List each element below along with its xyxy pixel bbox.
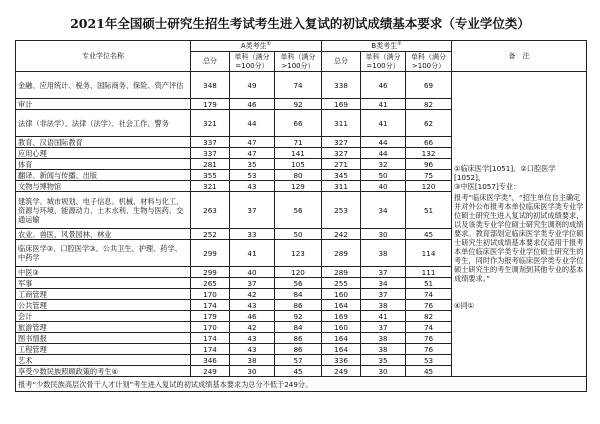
score-a-single-gt100-cell: 105 [275, 159, 322, 170]
major-name-cell: 翻译、新闻与传播、出版 [16, 170, 191, 181]
major-name-cell: 体育 [16, 159, 191, 170]
score-a-single-100-cell: 33 [230, 229, 275, 240]
header-major: 专业学位名称 [16, 41, 191, 72]
score-a-single-gt100-cell: 84 [275, 322, 322, 333]
score-a-single-100-cell: 38 [230, 355, 275, 366]
score-a-total-cell: 337 [191, 137, 230, 148]
score-a-single-100-cell: 47 [230, 148, 275, 159]
score-a-single-100-cell: 46 [230, 99, 275, 110]
score-a-single-100-cell: 41 [230, 240, 275, 267]
score-b-single-100-cell: 41 [361, 99, 406, 110]
score-a-single-gt100-cell: 129 [275, 181, 322, 192]
score-a-single-100-cell: 42 [230, 322, 275, 333]
major-name-cell: 建筑学、城市规划、电子信息、机械、材料与化工、资源与环境、能源动力、土木水利、生物与医药、交通运输 [16, 192, 191, 229]
score-b-single-gt100-cell: 45 [406, 366, 452, 377]
score-b-single-100-cell: 30 [361, 229, 406, 240]
score-b-single-gt100-cell: 76 [406, 300, 452, 311]
header-a-single-100: 单科（满分=100分） [230, 52, 275, 72]
score-b-single-gt100-cell: 132 [406, 148, 452, 159]
score-a-single-100-cell: 37 [230, 278, 275, 289]
major-name-cell: 艺术 [16, 355, 191, 366]
score-b-single-100-cell: 30 [361, 366, 406, 377]
major-name-cell: 旅游管理 [16, 322, 191, 333]
score-a-single-gt100-cell: 74 [275, 72, 322, 99]
page-title: 2021年全国硕士研究生招生考试考生进入复试的初试成绩基本要求（专业学位类） [70, 16, 530, 31]
score-b-single-100-cell: 46 [361, 72, 406, 99]
score-b-single-100-cell: 34 [361, 278, 406, 289]
score-b-total-cell: 311 [322, 110, 361, 137]
score-a-single-gt100-cell: 141 [275, 148, 322, 159]
score-a-single-gt100-cell: 92 [275, 99, 322, 110]
table-row [16, 72, 587, 99]
score-b-single-gt100-cell: 45 [406, 229, 452, 240]
score-a-total-cell: 179 [191, 311, 230, 322]
score-b-single-100-cell: 40 [361, 181, 406, 192]
score-b-single-gt100-cell: 51 [406, 278, 452, 289]
score-a-single-gt100-cell: 123 [275, 240, 322, 267]
score-b-total-cell: 164 [322, 333, 361, 344]
header-b-total: 总分 [322, 52, 361, 72]
major-name-cell: 教育、汉语国际教育 [16, 137, 191, 148]
major-name-cell: 工商管理 [16, 289, 191, 300]
score-a-total-cell: 263 [191, 192, 230, 229]
score-a-single-gt100-cell: 45 [275, 366, 322, 377]
score-a-total-cell: 321 [191, 181, 230, 192]
score-b-single-gt100-cell: 66 [406, 137, 452, 148]
score-b-single-100-cell: 38 [361, 300, 406, 311]
score-a-single-100-cell: 43 [230, 300, 275, 311]
score-a-total-cell: 252 [191, 229, 230, 240]
score-b-total-cell: 169 [322, 99, 361, 110]
note-4: ④同① [454, 301, 475, 310]
score-b-single-gt100-cell: 62 [406, 110, 452, 137]
header-notes: 备 注 [452, 41, 587, 72]
score-b-single-100-cell: 38 [361, 333, 406, 344]
score-b-total-cell: 327 [322, 148, 361, 159]
score-a-single-100-cell: 44 [230, 110, 275, 137]
score-b-total-cell: 160 [322, 289, 361, 300]
score-a-total-cell: 179 [191, 99, 230, 110]
score-a-single-gt100-cell: 86 [275, 344, 322, 355]
header-b-single-100: 单科（满分=100分） [361, 52, 406, 72]
footer-row [16, 377, 587, 392]
score-a-single-gt100-cell: 66 [275, 110, 322, 137]
major-name-cell: 农业、兽医、风景园林、林业 [16, 229, 191, 240]
score-b-single-100-cell: 38 [361, 240, 406, 267]
score-b-total-cell: 164 [322, 344, 361, 355]
score-b-total-cell: 311 [322, 181, 361, 192]
header-a-total: 总分 [191, 52, 230, 72]
score-a-single-gt100-cell: 86 [275, 333, 322, 344]
note-1: ①临床医学[1051]、②口腔医学[1052]、 [454, 164, 556, 182]
major-name-cell: 中医③ [16, 267, 191, 278]
notes-cell [452, 72, 587, 377]
major-name-cell: 图书情报 [16, 333, 191, 344]
score-a-single-gt100-cell: 86 [275, 300, 322, 311]
score-b-single-gt100-cell: 76 [406, 344, 452, 355]
score-a-total-cell: 299 [191, 240, 230, 267]
major-name-cell: 军事 [16, 278, 191, 289]
header-group-a: A类考生① [191, 41, 322, 52]
score-a-single-100-cell: 43 [230, 344, 275, 355]
major-name-cell: 会计 [16, 311, 191, 322]
score-a-total-cell: 337 [191, 148, 230, 159]
score-a-single-gt100-cell: 71 [275, 137, 322, 148]
major-name-cell: 金融、应用统计、税务、国际商务、保险、资产评估 [16, 72, 191, 99]
score-b-total-cell: 289 [322, 267, 361, 278]
score-a-single-100-cell: 42 [230, 289, 275, 300]
score-a-single-gt100-cell: 56 [275, 192, 322, 229]
score-b-total-cell: 253 [322, 192, 361, 229]
score-b-total-cell: 249 [322, 366, 361, 377]
score-a-total-cell: 321 [191, 110, 230, 137]
score-a-single-100-cell: 49 [230, 72, 275, 99]
score-a-total-cell: 174 [191, 344, 230, 355]
score-b-single-100-cell: 44 [361, 148, 406, 159]
score-b-total-cell: 164 [322, 300, 361, 311]
footer-note: 报考“少数民族高层次骨干人才计划”考生进入复试的初试成绩基本要求为总分不低于249分。 [16, 377, 587, 392]
score-b-single-gt100-cell: 69 [406, 72, 452, 99]
score-a-single-gt100-cell: 50 [275, 229, 322, 240]
score-a-single-100-cell: 46 [230, 311, 275, 322]
score-b-single-100-cell: 37 [361, 289, 406, 300]
score-a-total-cell: 170 [191, 322, 230, 333]
score-a-single-100-cell: 35 [230, 159, 275, 170]
score-table [15, 40, 587, 392]
major-name-cell: 临床医学③、口腔医学③、公共卫生、护理、药学、中药学 [16, 240, 191, 267]
score-b-single-gt100-cell: 74 [406, 289, 452, 300]
score-a-total-cell: 265 [191, 278, 230, 289]
score-a-total-cell: 346 [191, 355, 230, 366]
score-b-total-cell: 160 [322, 322, 361, 333]
score-b-single-gt100-cell: 75 [406, 170, 452, 181]
score-b-total-cell: 327 [322, 137, 361, 148]
major-name-cell: 法律（非法学）、法律（法学）、社会工作、警务 [16, 110, 191, 137]
score-b-single-gt100-cell: 114 [406, 240, 452, 267]
score-b-total-cell: 255 [322, 278, 361, 289]
score-b-total-cell: 338 [322, 72, 361, 99]
score-b-total-cell: 242 [322, 229, 361, 240]
score-b-single-gt100-cell: 111 [406, 267, 452, 278]
score-b-single-gt100-cell: 74 [406, 322, 452, 333]
score-a-total-cell: 355 [191, 170, 230, 181]
score-b-single-gt100-cell: 96 [406, 159, 452, 170]
major-name-cell: 文物与博物馆 [16, 181, 191, 192]
header-group-b: B类考生② [322, 41, 452, 52]
score-b-single-100-cell: 41 [361, 110, 406, 137]
score-b-single-100-cell: 34 [361, 192, 406, 229]
major-name-cell: 公共管理 [16, 300, 191, 311]
score-a-single-gt100-cell: 84 [275, 289, 322, 300]
score-a-total-cell: 281 [191, 159, 230, 170]
score-b-single-gt100-cell: 120 [406, 181, 452, 192]
score-a-total-cell: 174 [191, 300, 230, 311]
major-name-cell: 审计 [16, 99, 191, 110]
score-a-total-cell: 170 [191, 289, 230, 300]
score-b-single-100-cell: 44 [361, 137, 406, 148]
score-b-single-gt100-cell: 53 [406, 355, 452, 366]
score-b-total-cell: 289 [322, 240, 361, 267]
score-a-single-100-cell: 30 [230, 366, 275, 377]
score-a-single-gt100-cell: 80 [275, 170, 322, 181]
score-b-single-100-cell: 37 [361, 322, 406, 333]
score-b-single-100-cell: 41 [361, 311, 406, 322]
score-a-single-gt100-cell: 92 [275, 311, 322, 322]
score-a-single-100-cell: 43 [230, 333, 275, 344]
score-a-single-100-cell: 40 [230, 267, 275, 278]
header-a-single-gt100: 单科（满分>100分） [275, 52, 322, 72]
score-b-single-100-cell: 35 [361, 355, 406, 366]
score-b-single-100-cell: 32 [361, 159, 406, 170]
major-name-cell: 应用心理 [16, 148, 191, 159]
score-a-single-gt100-cell: 120 [275, 267, 322, 278]
score-a-single-100-cell: 47 [230, 137, 275, 148]
score-b-single-gt100-cell: 76 [406, 333, 452, 344]
score-b-total-cell: 336 [322, 355, 361, 366]
score-b-total-cell: 169 [322, 311, 361, 322]
score-a-total-cell: 299 [191, 267, 230, 278]
score-a-total-cell: 249 [191, 366, 230, 377]
score-b-single-gt100-cell: 82 [406, 99, 452, 110]
note-3: 报考“临床医学类”，“招生单位自主确定并对外公布报考本单位临床医学类专业学位硕士研究生进入复试的初试成绩要求，以及该类专业学位硕士研究生调剂的成绩要求。教育部划定临床医学类专业学位硕士研究生初试成绩基本要求仅适用于报考本单位临床医学类专业学位硕士研究生的考生，同时作为报考临床医学类专业学位硕士研究生的考生调剂到其他专业的基本成绩要求。” [454, 193, 584, 283]
score-b-total-cell: 271 [322, 159, 361, 170]
score-a-single-gt100-cell: 57 [275, 355, 322, 366]
score-a-single-100-cell: 37 [230, 192, 275, 229]
score-a-single-gt100-cell: 56 [275, 278, 322, 289]
score-b-single-100-cell: 38 [361, 344, 406, 355]
major-name-cell: 工程管理 [16, 344, 191, 355]
score-b-single-100-cell: 37 [361, 267, 406, 278]
score-a-total-cell: 174 [191, 333, 230, 344]
score-b-single-gt100-cell: 82 [406, 311, 452, 322]
major-name-cell: 享受少数民族照顾政策的考生④ [16, 366, 191, 377]
score-b-single-gt100-cell: 51 [406, 192, 452, 229]
score-a-total-cell: 348 [191, 72, 230, 99]
score-a-single-100-cell: 53 [230, 170, 275, 181]
score-b-single-100-cell: 50 [361, 170, 406, 181]
score-a-single-100-cell: 43 [230, 181, 275, 192]
score-b-total-cell: 345 [322, 170, 361, 181]
header-b-single-gt100: 单科（满分>100分） [406, 52, 452, 72]
note-2: ③中医[1057]专业： [454, 182, 521, 191]
